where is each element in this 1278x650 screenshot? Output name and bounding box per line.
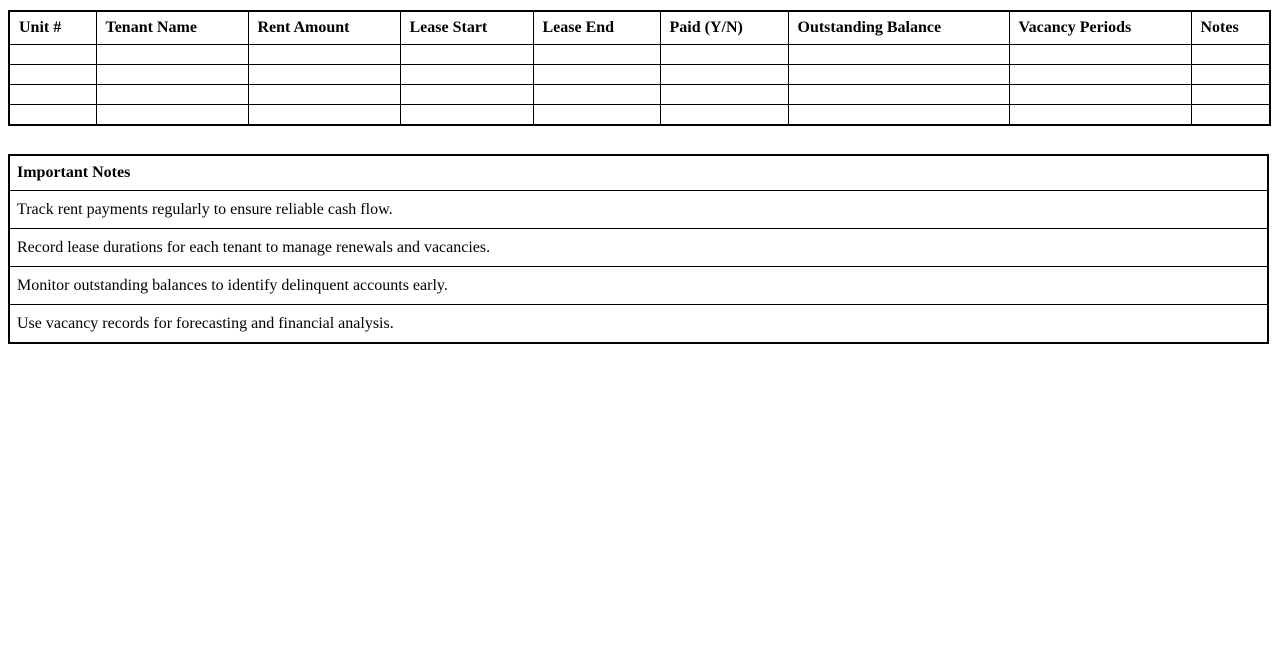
note-item: Monitor outstanding balances to identify delinquent accounts early. — [9, 267, 1268, 305]
empty-cell — [9, 65, 96, 85]
rent-table-empty-row — [9, 85, 1270, 105]
empty-cell — [660, 85, 788, 105]
important-notes-table — [8, 154, 1269, 344]
empty-cell — [9, 105, 96, 126]
column-header-rent-amount: Rent Amount — [248, 11, 400, 45]
notes-table-header-row — [9, 155, 1268, 191]
empty-cell — [248, 65, 400, 85]
empty-cell — [1191, 85, 1270, 105]
column-header-unit-number: Unit # — [9, 11, 96, 45]
empty-cell — [1009, 65, 1191, 85]
empty-cell — [533, 45, 660, 65]
column-header-paid: Paid (Y/N) — [660, 11, 788, 45]
notes-table-title: Important Notes — [9, 155, 1268, 191]
note-item: Track rent payments regularly to ensure reliable cash flow. — [9, 191, 1268, 229]
empty-cell — [400, 85, 533, 105]
empty-cell — [533, 65, 660, 85]
empty-cell — [1009, 45, 1191, 65]
column-header-lease-start: Lease Start — [400, 11, 533, 45]
empty-cell — [1009, 85, 1191, 105]
empty-cell — [533, 105, 660, 126]
empty-cell — [96, 85, 248, 105]
rent-roll-table — [8, 10, 1271, 126]
empty-cell — [660, 45, 788, 65]
empty-cell — [788, 105, 1009, 126]
page — [8, 10, 1270, 344]
column-header-outstanding-balance: Outstanding Balance — [788, 11, 1009, 45]
rent-table-empty-row — [9, 105, 1270, 126]
empty-cell — [96, 65, 248, 85]
empty-cell — [1009, 105, 1191, 126]
note-item: Record lease durations for each tenant to manage renewals and vacancies. — [9, 229, 1268, 267]
note-row — [9, 267, 1268, 305]
empty-cell — [533, 85, 660, 105]
empty-cell — [96, 45, 248, 65]
column-header-lease-end: Lease End — [533, 11, 660, 45]
empty-cell — [1191, 45, 1270, 65]
empty-cell — [248, 85, 400, 105]
empty-cell — [1191, 105, 1270, 126]
empty-cell — [9, 45, 96, 65]
empty-cell — [660, 65, 788, 85]
empty-cell — [400, 105, 533, 126]
empty-cell — [788, 45, 1009, 65]
column-header-vacancy-periods: Vacancy Periods — [1009, 11, 1191, 45]
note-item: Use vacancy records for forecasting and financial analysis. — [9, 305, 1268, 344]
empty-cell — [96, 105, 248, 126]
note-row — [9, 229, 1268, 267]
column-header-tenant-name: Tenant Name — [96, 11, 248, 45]
empty-cell — [9, 85, 96, 105]
column-header-notes: Notes — [1191, 11, 1270, 45]
rent-table-empty-row — [9, 45, 1270, 65]
empty-cell — [788, 85, 1009, 105]
rent-table-empty-row — [9, 65, 1270, 85]
note-row — [9, 305, 1268, 344]
note-row — [9, 191, 1268, 229]
empty-cell — [248, 45, 400, 65]
rent-table-header-row — [9, 11, 1270, 45]
empty-cell — [248, 105, 400, 126]
empty-cell — [788, 65, 1009, 85]
empty-cell — [660, 105, 788, 126]
empty-cell — [1191, 65, 1270, 85]
empty-cell — [400, 45, 533, 65]
empty-cell — [400, 65, 533, 85]
